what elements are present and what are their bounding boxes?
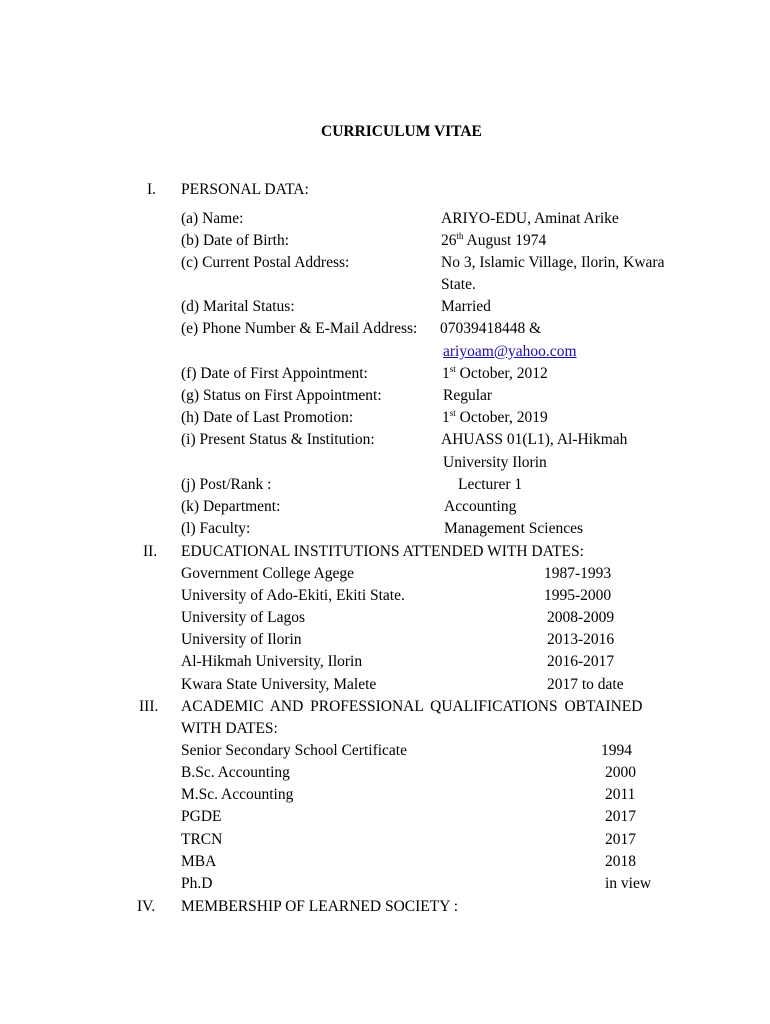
education-dates: 2016-2017	[547, 653, 615, 670]
qualification-year: 2017	[605, 831, 636, 848]
section-number: II.	[143, 543, 158, 560]
post-label: (j) Post/Rank :	[181, 476, 272, 493]
education-school: University of Ado-Ekiti, Ekiti State.	[181, 587, 405, 604]
department-label: (k) Department:	[181, 498, 281, 515]
marital-label: (d) Marital Status:	[181, 298, 295, 315]
address-label: (c) Current Postal Address:	[181, 254, 350, 271]
phone-value: 07039418448 &	[440, 320, 542, 337]
first-appointment-label: (f) Date of First Appointment:	[181, 365, 368, 382]
address-line2: State.	[441, 276, 476, 293]
post-value: Lecturer 1	[458, 476, 523, 493]
phone-label: (e) Phone Number & E-Mail Address:	[181, 320, 418, 337]
qualification-year: 2011	[605, 786, 636, 803]
education-dates: 2017 to date	[547, 676, 624, 693]
faculty-value: Management Sciences	[444, 520, 584, 537]
education-school: Al-Hikmah University, Ilorin	[181, 653, 363, 670]
section-heading: ACADEMIC AND PROFESSIONAL QUALIFICATIONS OBTAINED	[181, 698, 643, 715]
present-status-line2: University Ilorin	[443, 454, 547, 471]
last-promotion-value: 1st October, 2019	[442, 408, 548, 426]
qualification-name: MBA	[181, 853, 217, 870]
faculty-label: (l) Faculty:	[181, 520, 251, 537]
qualification-name: TRCN	[181, 831, 223, 848]
education-dates: 1987-1993	[544, 565, 612, 582]
section-heading-continued: WITH DATES:	[181, 720, 278, 737]
section-number: IV.	[137, 898, 156, 915]
dob-label: (b) Date of Birth:	[181, 232, 290, 249]
qualification-year: in view	[605, 875, 652, 892]
present-status-line1: AHUASS 01(L1), Al-Hikmah	[441, 431, 628, 448]
address-line1: No 3, Islamic Village, Ilorin, Kwara	[441, 254, 665, 271]
qualification-name: PGDE	[181, 808, 222, 825]
name-value: ARIYO-EDU, Aminat Arike	[441, 210, 619, 227]
qualification-name: M.Sc. Accounting	[181, 786, 294, 803]
education-school: Government College Agege	[181, 565, 355, 582]
name-label: (a) Name:	[181, 210, 244, 227]
qualification-year: 2000	[605, 764, 636, 781]
marital-value: Married	[441, 298, 491, 315]
education-school: University of Lagos	[181, 609, 305, 626]
education-dates: 2013-2016	[547, 631, 615, 648]
section-heading: PERSONAL DATA:	[181, 181, 309, 198]
status-first-value: Regular	[443, 387, 493, 404]
qualification-year: 2017	[605, 808, 636, 825]
page-title: CURRICULUM VITAE	[321, 123, 482, 140]
qualification-name: Senior Secondary School Certificate	[181, 742, 407, 759]
qualification-name: B.Sc. Accounting	[181, 764, 290, 781]
first-appointment-value: 1st October, 2012	[442, 364, 548, 382]
section-heading: MEMBERSHIP OF LEARNED SOCIETY :	[181, 898, 459, 915]
education-dates: 2008-2009	[547, 609, 615, 626]
education-school: University of Ilorin	[181, 631, 302, 648]
qualification-year: 1994	[601, 742, 632, 759]
education-dates: 1995-2000	[544, 587, 612, 604]
status-first-label: (g) Status on First Appointment:	[181, 387, 382, 404]
section-number: III.	[139, 698, 159, 715]
dob-value: 26th August 1974	[441, 231, 547, 249]
qualification-year: 2018	[605, 853, 636, 870]
department-value: Accounting	[444, 498, 517, 515]
qualification-name: Ph.D	[181, 875, 213, 892]
email-link[interactable]: ariyoam@yahoo.com	[443, 343, 577, 360]
education-school: Kwara State University, Malete	[181, 676, 377, 693]
section-heading: EDUCATIONAL INSTITUTIONS ATTENDED WITH DATES:	[181, 543, 584, 560]
section-number: I.	[147, 181, 157, 198]
present-status-label: (i) Present Status & Institution:	[181, 431, 375, 448]
last-promotion-label: (h) Date of Last Promotion:	[181, 409, 354, 426]
